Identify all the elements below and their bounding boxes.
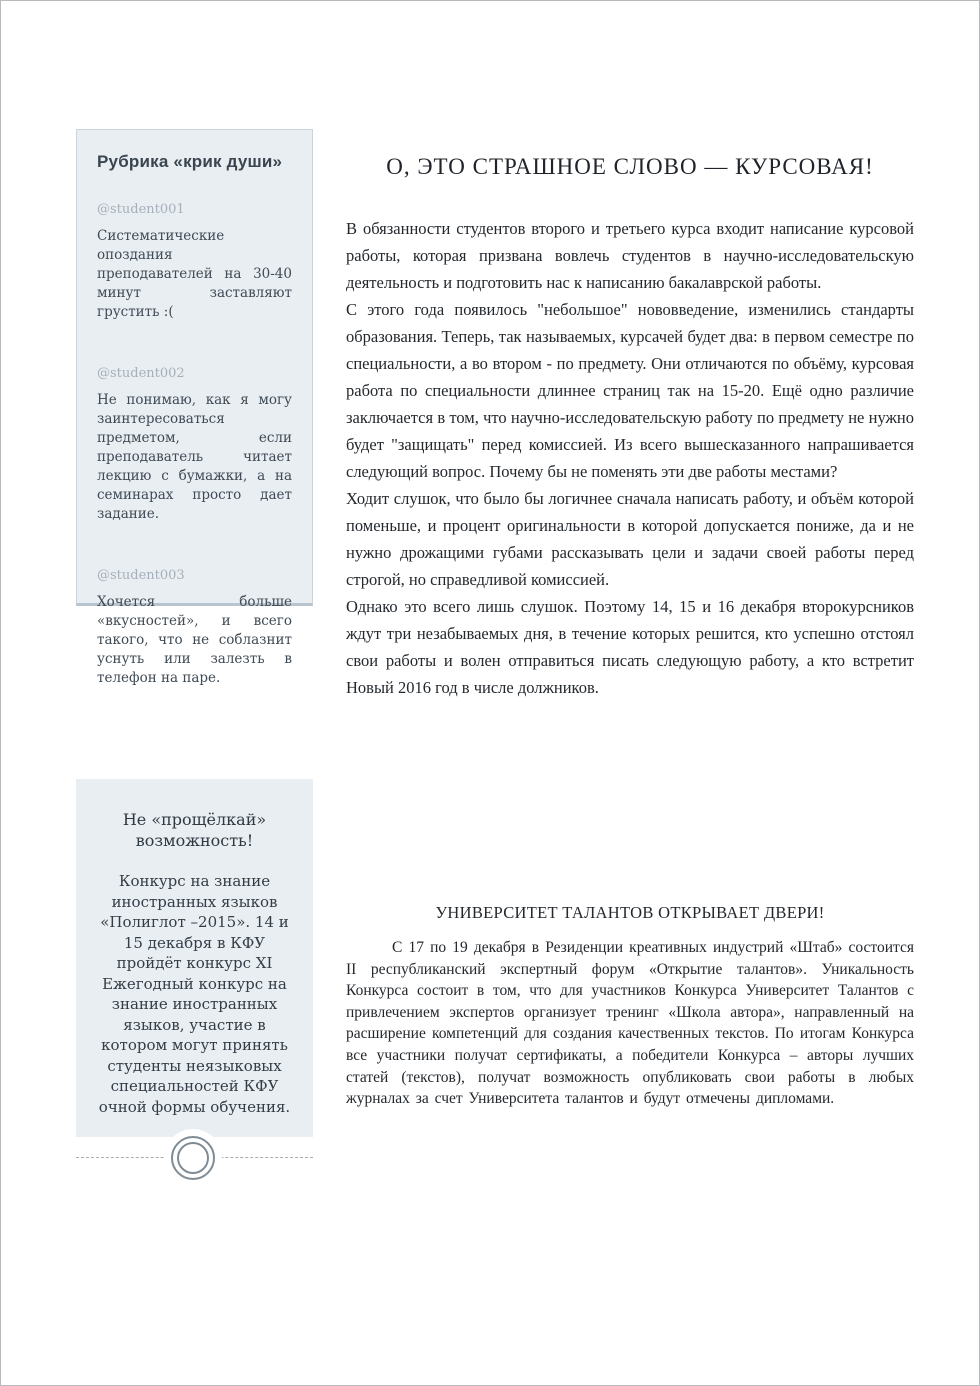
cry-entry [97, 366, 292, 524]
main-article [346, 153, 914, 701]
student-handle: @student001 [97, 202, 185, 217]
article-paragraph: Ходит слушок, что было бы логичнее сначала написать работу, и объём которой поменьше, и процент оригинальности в которой допускается пониже, да и не нужно дрожащими губами рассказывать цели и задачи своей работы перед строгой, но справедливой комиссией. [346, 489, 914, 589]
talents-article-text: С 17 по 19 декабря в Резиденции креативных индустрий «Штаб» состоится II республиканский экспертный форум «Открытие талантов». Уникальность Конкурса состоит в том, что для участников Конкурса Университет Талантов с привлечением экспертов организует тренинг «Школа автора», направленный на расширение компетенций для создания качественных текстов. По итогам Конкурса все участники получат сертификаты, а победители Конкурса – авторы лучших статей (текстов), получат возможность опубликовать свои работы в любых журналах за счет Университета талантов и будут отмечены дипломами. [346, 939, 914, 1108]
student-handle: @student002 [97, 366, 185, 381]
promo-box-title: Не «прощёлкай» возможность! [122, 810, 267, 850]
article-paragraph: В обязанности студентов второго и третьего курса входит написание курсовой работы, которая призвана вовлечь студентов в научно-исследовательскую деятельность и подготовить нас к написанию бакалаврской работы. [346, 219, 914, 292]
talents-article [346, 903, 914, 1110]
cry-box-title: Рубрика «крик души» [97, 152, 283, 171]
cry-entry [97, 568, 292, 688]
student-quote: Не понимаю, как я могу заинтересоваться предметом, если преподаватель читает лекцию с бумажки, а на семинарах просто дает задание. [97, 392, 292, 522]
article-paragraph: С этого года появилось "небольшое" нововведение, изменились стандарты образования. Теперь, так называемых, курсачей будет два: в первом семестре по специальности, а во втором - по предмету. Они отличаются по объёму, курсовая работа по специальности длиннее страниц так на 15-20. Ещё одно различие заключается в том, что научно-исследовательскую работу по предмету не нужно будет "защищать" перед комиссией. Из всего вышесказанного напрашивается следующий вопрос. Почему бы не поменять эти две работы местами? [346, 300, 914, 481]
student-handle: @student003 [97, 568, 185, 583]
promo-box [76, 779, 313, 1137]
circle-ornament-inner-icon [177, 1142, 209, 1174]
promo-box-text: Конкурс на знание иностранных языков «Полиглот –2015». 14 и 15 декабря в КФУ пройдёт конкурс XI Ежегодный конкурс на знание иностранных языков, участие в котором могут принять студенты неязыковых специальностей КФУ очной формы обучения. [98, 872, 291, 1116]
main-article-title: О, ЭТО СТРАШНОЕ СЛОВО — КУРСОВАЯ! [386, 154, 874, 179]
circle-ornament-icon [171, 1136, 215, 1180]
main-article-body [346, 215, 914, 701]
cry-entry [97, 202, 292, 322]
talents-article-title: УНИВЕРСИТЕТ ТАЛАНТОВ ОТКРЫВАЕТ ДВЕРИ! [435, 903, 825, 922]
cry-box [76, 129, 313, 686]
article-paragraph: Однако это всего лишь слушок. Поэтому 14, 15 и 16 декабря второкурсников ждут три незабываемых дня, в течение которых решится, кто успешно отстоял свои работы и волен отправиться писать следующую работу, а кто встретит Новый 2016 год в числе должников. [346, 597, 914, 697]
student-quote: Систематические опоздания преподавателей на 30-40 минут заставляют грустить :( [97, 228, 292, 320]
student-quote: Хочется больше «вкусностей», и всего такого, что не соблазнит уснуть или залезть в телефон на паре. [97, 594, 292, 686]
